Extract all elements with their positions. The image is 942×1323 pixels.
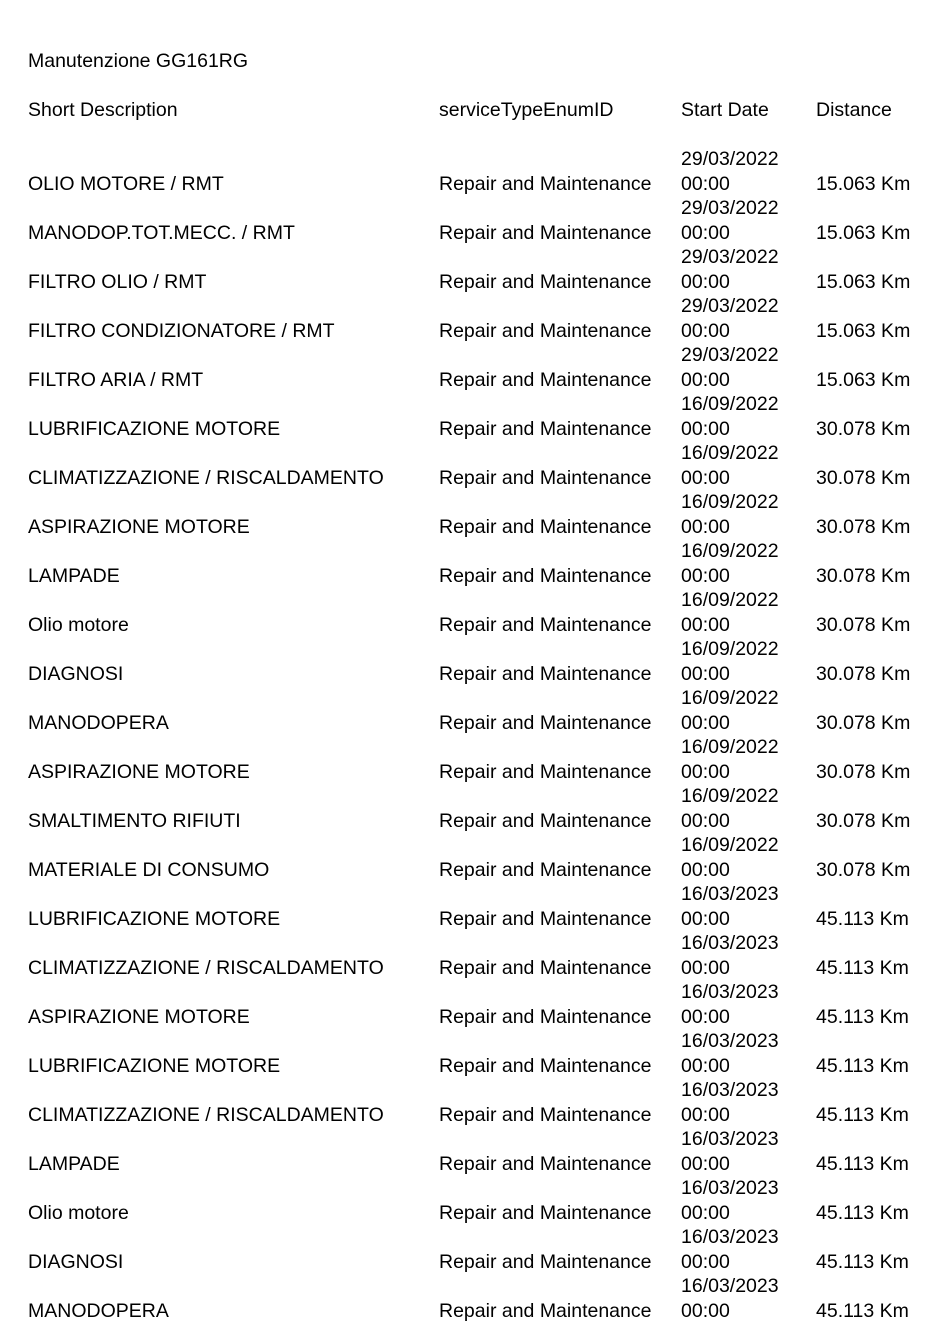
row-distance: 45.113 Km — [816, 956, 909, 981]
row-service-type: Repair and Maintenance — [439, 1201, 651, 1226]
row-start-date: 16/03/2023 — [681, 1225, 779, 1250]
row-short-description: ASPIRAZIONE MOTORE — [28, 1005, 250, 1030]
row-short-description: DIAGNOSI — [28, 1250, 123, 1275]
row-service-type: Repair and Maintenance — [439, 1299, 651, 1323]
row-service-type: Repair and Maintenance — [439, 956, 651, 981]
row-short-description: OLIO MOTORE / RMT — [28, 172, 224, 197]
row-service-type: Repair and Maintenance — [439, 1250, 651, 1275]
row-service-type: Repair and Maintenance — [439, 368, 651, 393]
row-start-date: 16/09/2022 — [681, 735, 779, 760]
row-start-date: 16/09/2022 — [681, 539, 779, 564]
header-service-type: serviceTypeEnumID — [439, 98, 613, 123]
row-start-time: 00:00 — [681, 858, 730, 883]
row-start-date: 16/09/2022 — [681, 784, 779, 809]
row-service-type: Repair and Maintenance — [439, 662, 651, 687]
row-start-time: 00:00 — [681, 368, 730, 393]
row-service-type: Repair and Maintenance — [439, 711, 651, 736]
row-service-type: Repair and Maintenance — [439, 172, 651, 197]
table-row — [0, 980, 942, 1029]
table-row — [0, 833, 942, 882]
table-row — [0, 588, 942, 637]
row-short-description: MANODOPERA — [28, 1299, 169, 1323]
row-start-time: 00:00 — [681, 1103, 730, 1128]
row-short-description: CLIMATIZZAZIONE / RISCALDAMENTO — [28, 956, 384, 981]
table-row — [0, 1176, 942, 1225]
row-distance: 45.113 Km — [816, 1005, 909, 1030]
row-start-date: 16/03/2023 — [681, 1127, 779, 1152]
table-row — [0, 343, 942, 392]
row-distance: 15.063 Km — [816, 368, 910, 393]
row-distance: 15.063 Km — [816, 270, 910, 295]
row-service-type: Repair and Maintenance — [439, 564, 651, 589]
table-row — [0, 147, 942, 196]
table-row — [0, 637, 942, 686]
row-short-description: DIAGNOSI — [28, 662, 123, 687]
row-start-time: 00:00 — [681, 1201, 730, 1226]
row-short-description: FILTRO CONDIZIONATORE / RMT — [28, 319, 335, 344]
row-distance: 45.113 Km — [816, 1054, 909, 1079]
row-distance: 30.078 Km — [816, 417, 910, 442]
row-short-description: LUBRIFICAZIONE MOTORE — [28, 1054, 280, 1079]
row-service-type: Repair and Maintenance — [439, 858, 651, 883]
table-row — [0, 931, 942, 980]
row-short-description: CLIMATIZZAZIONE / RISCALDAMENTO — [28, 466, 384, 491]
row-distance: 30.078 Km — [816, 711, 910, 736]
row-start-time: 00:00 — [681, 760, 730, 785]
row-start-date: 29/03/2022 — [681, 294, 779, 319]
row-start-date: 16/03/2023 — [681, 882, 779, 907]
table-header-row — [0, 98, 942, 147]
row-start-date: 16/09/2022 — [681, 833, 779, 858]
row-start-date: 16/03/2023 — [681, 1176, 779, 1201]
row-service-type: Repair and Maintenance — [439, 760, 651, 785]
row-start-date: 16/09/2022 — [681, 637, 779, 662]
row-start-date: 29/03/2022 — [681, 245, 779, 270]
header-distance: Distance — [816, 98, 892, 123]
row-distance: 30.078 Km — [816, 662, 910, 687]
row-distance: 45.113 Km — [816, 1152, 909, 1177]
header-short-description: Short Description — [28, 98, 178, 123]
maintenance-table — [0, 98, 942, 1323]
table-row — [0, 245, 942, 294]
row-start-time: 00:00 — [681, 221, 730, 246]
row-distance: 30.078 Km — [816, 564, 910, 589]
row-start-date: 16/09/2022 — [681, 490, 779, 515]
row-start-time: 00:00 — [681, 662, 730, 687]
row-distance: 45.113 Km — [816, 1299, 909, 1323]
row-short-description: LUBRIFICAZIONE MOTORE — [28, 907, 280, 932]
table-row — [0, 1225, 942, 1274]
row-start-date: 16/03/2023 — [681, 931, 779, 956]
row-distance: 30.078 Km — [816, 809, 910, 834]
row-distance: 30.078 Km — [816, 760, 910, 785]
row-start-date: 16/03/2023 — [681, 1078, 779, 1103]
row-start-date: 16/03/2023 — [681, 1274, 779, 1299]
row-start-time: 00:00 — [681, 613, 730, 638]
row-distance: 45.113 Km — [816, 907, 909, 932]
table-row — [0, 490, 942, 539]
table-row — [0, 1127, 942, 1176]
row-start-time: 00:00 — [681, 417, 730, 442]
row-distance: 15.063 Km — [816, 319, 910, 344]
table-row — [0, 784, 942, 833]
row-service-type: Repair and Maintenance — [439, 270, 651, 295]
row-service-type: Repair and Maintenance — [439, 1005, 651, 1030]
row-start-time: 00:00 — [681, 956, 730, 981]
row-start-date: 29/03/2022 — [681, 343, 779, 368]
row-distance: 30.078 Km — [816, 858, 910, 883]
row-start-date: 16/09/2022 — [681, 392, 779, 417]
row-start-time: 00:00 — [681, 1299, 730, 1323]
row-start-time: 00:00 — [681, 907, 730, 932]
row-short-description: Olio motore — [28, 1201, 129, 1226]
row-service-type: Repair and Maintenance — [439, 466, 651, 491]
row-service-type: Repair and Maintenance — [439, 907, 651, 932]
row-distance: 45.113 Km — [816, 1250, 909, 1275]
row-service-type: Repair and Maintenance — [439, 221, 651, 246]
table-row — [0, 392, 942, 441]
row-short-description: LAMPADE — [28, 1152, 120, 1177]
row-distance: 30.078 Km — [816, 515, 910, 540]
row-distance: 45.113 Km — [816, 1103, 909, 1128]
row-service-type: Repair and Maintenance — [439, 515, 651, 540]
row-start-time: 00:00 — [681, 711, 730, 736]
row-short-description: MANODOP.TOT.MECC. / RMT — [28, 221, 295, 246]
row-short-description: MANODOPERA — [28, 711, 169, 736]
table-row — [0, 294, 942, 343]
table-row — [0, 1078, 942, 1127]
table-row — [0, 539, 942, 588]
row-start-date: 16/09/2022 — [681, 441, 779, 466]
row-service-type: Repair and Maintenance — [439, 1054, 651, 1079]
row-short-description: FILTRO OLIO / RMT — [28, 270, 206, 295]
table-row — [0, 735, 942, 784]
row-start-date: 16/03/2023 — [681, 1029, 779, 1054]
row-start-time: 00:00 — [681, 809, 730, 834]
row-start-time: 00:00 — [681, 1054, 730, 1079]
table-row — [0, 1274, 942, 1323]
row-service-type: Repair and Maintenance — [439, 417, 651, 442]
row-start-time: 00:00 — [681, 564, 730, 589]
row-start-time: 00:00 — [681, 1152, 730, 1177]
row-distance: 45.113 Km — [816, 1201, 909, 1226]
table-row — [0, 686, 942, 735]
row-short-description: ASPIRAZIONE MOTORE — [28, 515, 250, 540]
row-start-time: 00:00 — [681, 1250, 730, 1275]
row-distance: 15.063 Km — [816, 172, 910, 197]
row-service-type: Repair and Maintenance — [439, 1152, 651, 1177]
row-service-type: Repair and Maintenance — [439, 613, 651, 638]
table-body — [0, 147, 942, 1323]
row-short-description: MATERIALE DI CONSUMO — [28, 858, 269, 883]
row-start-time: 00:00 — [681, 1005, 730, 1030]
row-start-time: 00:00 — [681, 319, 730, 344]
row-short-description: FILTRO ARIA / RMT — [28, 368, 203, 393]
row-start-time: 00:00 — [681, 515, 730, 540]
table-row — [0, 1029, 942, 1078]
row-start-date: 29/03/2022 — [681, 147, 779, 172]
row-service-type: Repair and Maintenance — [439, 319, 651, 344]
row-start-date: 29/03/2022 — [681, 196, 779, 221]
row-start-date: 16/09/2022 — [681, 588, 779, 613]
row-start-date: 16/09/2022 — [681, 686, 779, 711]
row-short-description: ASPIRAZIONE MOTORE — [28, 760, 250, 785]
row-service-type: Repair and Maintenance — [439, 1103, 651, 1128]
row-start-time: 00:00 — [681, 172, 730, 197]
row-short-description: SMALTIMENTO RIFIUTI — [28, 809, 241, 834]
row-short-description: Olio motore — [28, 613, 129, 638]
row-start-date: 16/03/2023 — [681, 980, 779, 1005]
table-row — [0, 882, 942, 931]
row-distance: 15.063 Km — [816, 221, 910, 246]
row-start-time: 00:00 — [681, 466, 730, 491]
row-short-description: LAMPADE — [28, 564, 120, 589]
row-service-type: Repair and Maintenance — [439, 809, 651, 834]
row-start-time: 00:00 — [681, 270, 730, 295]
document-title: Manutenzione GG161RG — [28, 49, 248, 74]
table-row — [0, 441, 942, 490]
row-distance: 30.078 Km — [816, 466, 910, 491]
row-short-description: CLIMATIZZAZIONE / RISCALDAMENTO — [28, 1103, 384, 1128]
table-row — [0, 196, 942, 245]
row-distance: 30.078 Km — [816, 613, 910, 638]
header-start-date: Start Date — [681, 98, 769, 123]
row-short-description: LUBRIFICAZIONE MOTORE — [28, 417, 280, 442]
